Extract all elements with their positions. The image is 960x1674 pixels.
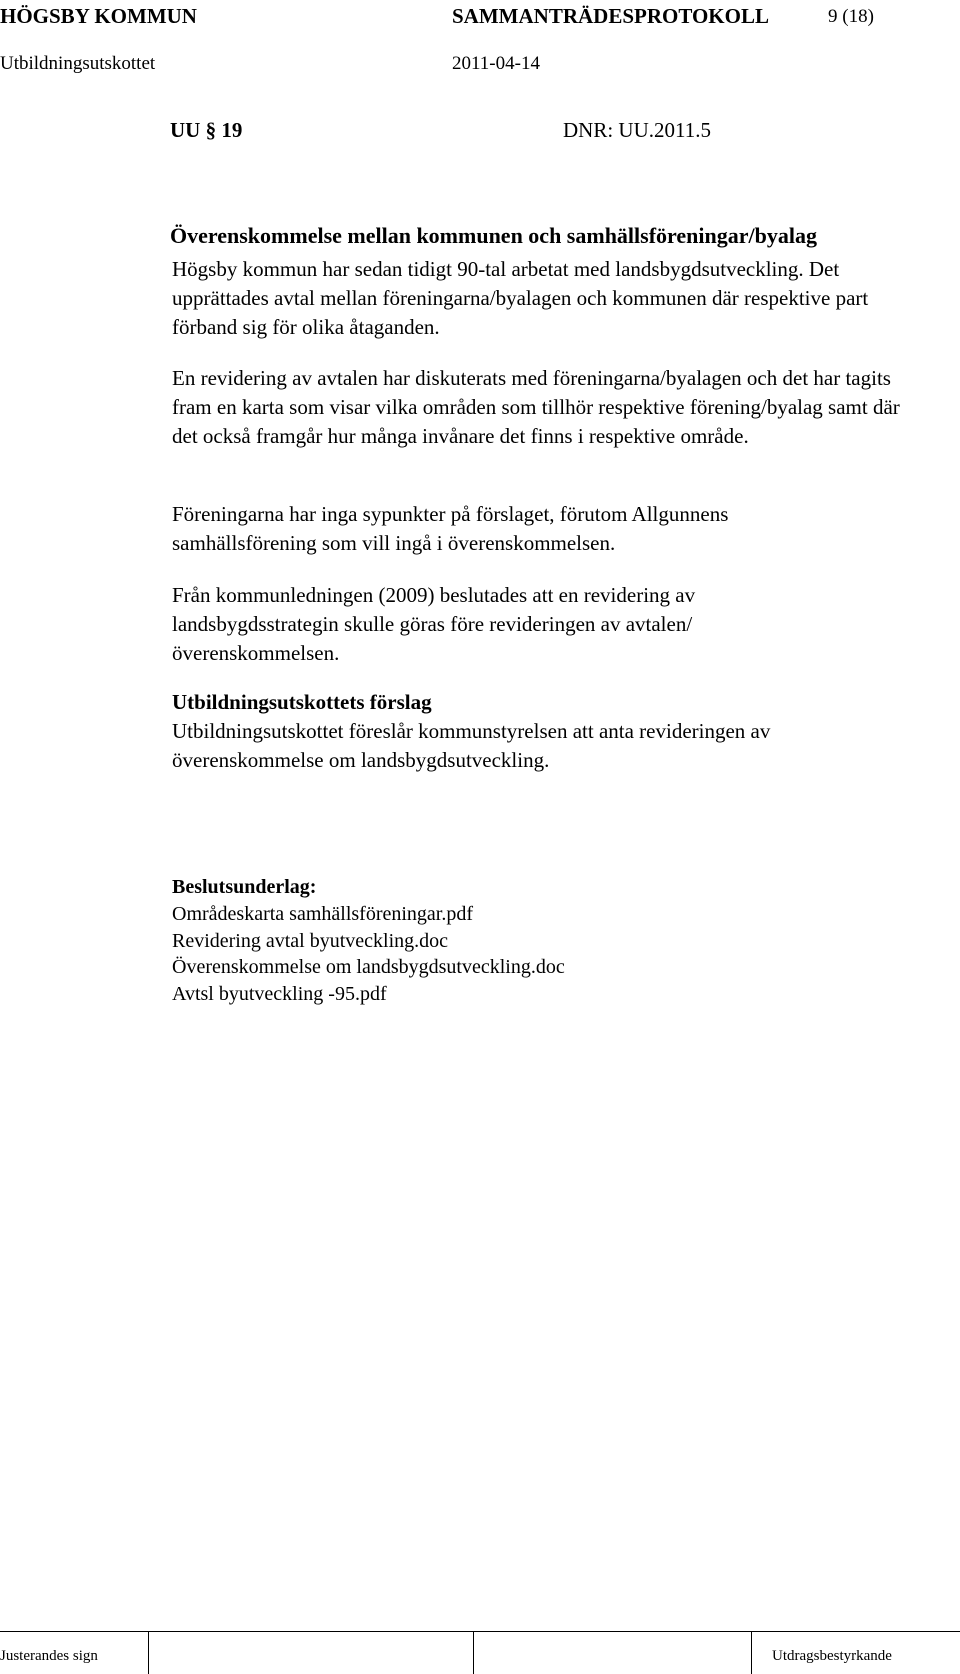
footer-certification-label: Utdragsbestyrkande (772, 1648, 892, 1664)
list-item: Områdeskarta samhällsföreningar.pdf (172, 903, 474, 925)
municipality-name: HÖGSBY KOMMUN (0, 4, 197, 28)
proposal-heading: Utbildningsutskottets förslag (172, 690, 432, 714)
paragraph-text: Föreningarna har inga sypunkter på förslaget, förutom Allgunnens samhällsförening som vill ingå i överenskommelsen. (172, 502, 729, 555)
paragraph-text: En revidering av avtalen har diskuterats med föreningarna/byalagen och det har tagits fram en karta som visar vilka områden som tillhör respektive förening/byalag samt där det också framgår hur många invånare det finns i respektive område. (172, 366, 900, 448)
paragraph-1 (172, 255, 912, 342)
footer-rule (0, 1631, 960, 1632)
paragraph-3 (172, 500, 812, 558)
case-title: Överenskommelse mellan kommunen och samhällsföreningar/byalag (170, 223, 817, 248)
footer-divider (148, 1631, 149, 1674)
attachments-list (172, 901, 565, 1007)
footer-signature-label: Justerandes sign (0, 1648, 98, 1664)
footer-divider (751, 1631, 752, 1674)
document-type: SAMMANTRÄDESPROTOKOLL (452, 4, 769, 28)
footer-divider (473, 1631, 474, 1674)
list-item: Revidering avtal byutveckling.doc (172, 929, 449, 952)
paragraph-text: Från kommunledningen (2009) beslutades att en revidering av landsbygdsstrategin skulle göras före revideringen av avtalen/överenskommelsen. (172, 583, 696, 665)
meeting-date: 2011-04-14 (452, 53, 540, 74)
page-number: 9 (18) (828, 6, 874, 27)
case-number: UU § 19 (170, 118, 243, 142)
case-dnr: DNR: UU.2011.5 (563, 118, 711, 142)
committee-name: Utbildningsutskottet (0, 53, 156, 74)
paragraph-text: Högsby kommun har sedan tidigt 90-tal arbetat med landsbygdsutveckling. Det upprättades avtal mellan föreningarna/byalagen och kommunen där respektive part förband sig för olika åtaganden. (172, 257, 869, 339)
list-item: Avtsl byutveckling -95.pdf (172, 982, 387, 1005)
proposal-text (172, 717, 862, 775)
paragraph-4 (172, 581, 772, 668)
list-item: Överenskommelse om landsbygdsutveckling.doc (172, 956, 565, 978)
attachments-heading: Beslutsunderlag: (172, 876, 317, 898)
paragraph-2 (172, 364, 912, 451)
paragraph-text: Utbildningsutskottet föreslår kommunstyrelsen att anta revideringen av överenskommelse om landsbygdsutveckling. (172, 719, 771, 772)
